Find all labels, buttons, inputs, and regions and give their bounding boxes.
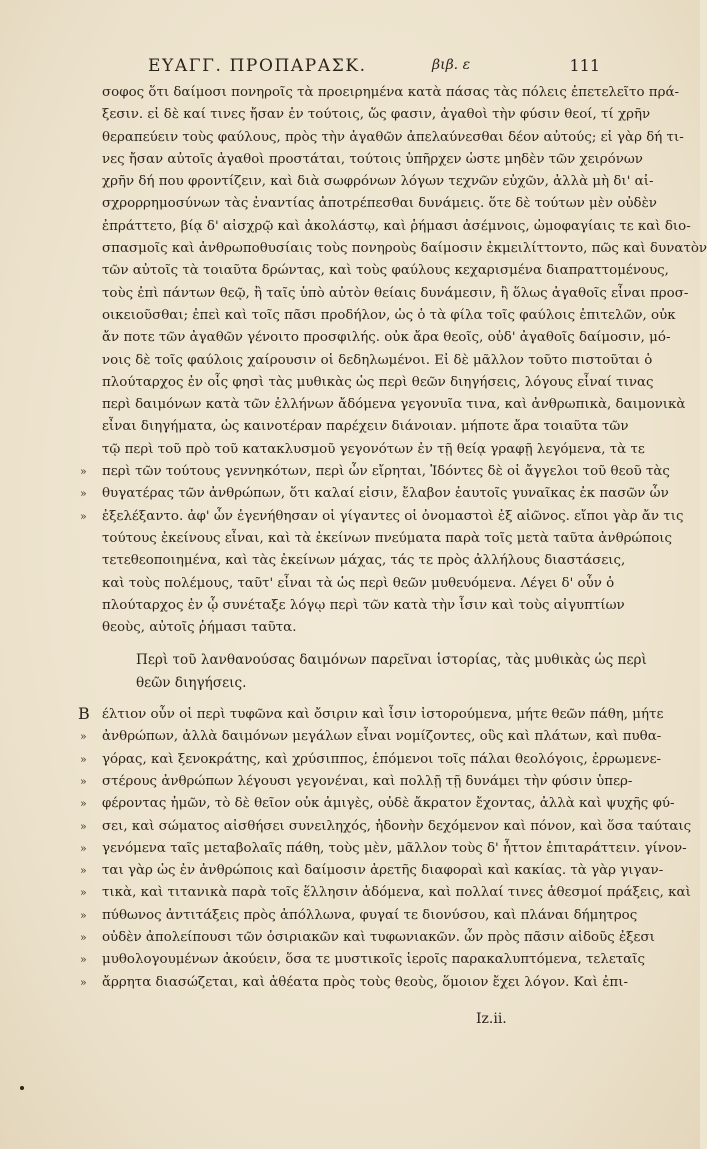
line-text: τῶν αὐτοῖς τὰ τοιαῦτα δρώντας, καὶ τοὺς φαύλους κεχαρισμένα διαπραττομένους,	[102, 263, 669, 279]
text-line	[102, 127, 684, 149]
text-line	[80, 771, 633, 793]
quotation-marker: »	[80, 953, 87, 967]
quotation-marker: »	[80, 487, 87, 501]
line-text: καὶ τοὺς πολέμους, ταῦτ' εἶναι τὰ ὡς περὶ θεῶν μυθευόμενα. Λέγει δ' οὖν ὁ	[102, 575, 615, 591]
initial-letter: Β	[78, 704, 90, 724]
page-number: 111	[569, 56, 600, 75]
line-text: θεραπεύειν τοὺς φαύλους, πρὸς τὴν ἀγαθῶν ἀπελαύνεσθαι δέον αὐτούς; εἰ γὰρ δή τι-	[102, 129, 684, 145]
text-line	[102, 550, 626, 572]
quotation-marker: »	[80, 841, 87, 855]
quotation-marker: »	[80, 886, 87, 900]
line-text: θεοὺς, αὐτοῖς ῥήμασι ταῦτα.	[102, 620, 297, 636]
text-line	[102, 372, 654, 394]
quotation-marker: »	[80, 908, 87, 922]
line-text: ἀνθρώπων, ἀλλὰ δαιμόνων μεγάλων εἶναι νομίζοντες, οὓς καὶ πλάτων, καὶ πυθα-	[102, 729, 662, 745]
text-line	[102, 149, 643, 171]
quotation-marker: »	[80, 730, 87, 744]
text-line	[80, 860, 664, 882]
signature-mark: Iz.ii.	[476, 1011, 507, 1027]
text-line	[80, 726, 662, 748]
line-text: περὶ τῶν τούτους γεννηκότων, περὶ ὧν εἴρηται, Ἰδόντες δὲ οἱ ἄγγελοι τοῦ θεοῦ τὰς	[102, 464, 670, 480]
line-text: τικὰ, καὶ τιτανικὰ παρὰ τοῖς ἕλλησιν ἀδόμενα, καὶ πολλαί τινες ἀθεσμοί πράξεις, καὶ	[102, 885, 691, 901]
quotation-marker: »	[80, 774, 87, 788]
text-line	[80, 972, 628, 994]
section-heading	[102, 649, 647, 694]
line-text: οικειοῦσθαι; ἐπεὶ καὶ τοῖς πᾶσι προδήλον, ὡς ὁ τὰ φίλα τοῖς φαύλοις ἐπιτελῶν, οὐκ	[102, 307, 676, 323]
text-line	[102, 394, 686, 416]
text-line	[80, 905, 638, 927]
quotation-marker: »	[80, 930, 87, 944]
text-line	[102, 260, 669, 282]
ink-dot	[20, 1086, 24, 1090]
line-text: οὐδὲν ἀπολείπουσι τῶν ὀσιριακῶν καὶ τυφωνιακῶν. ὧν πρὸς πᾶσιν αἰδοῦς ἐξεσι	[102, 929, 655, 945]
line-text: περὶ δαιμόνων κατὰ τῶν ἑλλήνων ἄδόμενα γεγονυῖα τινα, καὶ ἀνθρωπικὰ, δαιμονικὰ	[102, 397, 686, 413]
running-head	[130, 56, 600, 78]
text-line	[102, 573, 615, 595]
text-line	[78, 704, 664, 726]
line-text: φέροντας ἡμῶν, τὸ δὲ θεῖον οὐκ ἀμιγὲς, οὐδὲ ἄκρατον ἔχοντας, ἀλλὰ καὶ ψυχῆς φύ-	[102, 796, 675, 812]
text-line	[102, 238, 707, 260]
line-text: ται γὰρ ὡς ἐν ἀνθρώποις καὶ δαίμοσιν ἀρετῆς διαφοραὶ καὶ κακίας. τὰ γὰρ γιγαν-	[102, 863, 664, 879]
line-text: πλούταρχος ἐν ᾧ συνέταξε λόγῳ περὶ τῶν κατὰ τὴν ἶσιν καὶ τοὺς αἰγυπτίων	[102, 597, 625, 613]
text-line	[80, 461, 670, 483]
text-line	[80, 483, 669, 505]
line-text: γόρας, καὶ ξενοκράτης, καὶ χρύσιππος, ἑπόμενοι τοῖς πάλαι θεολόγοις, ἐρρωμενε-	[102, 751, 662, 767]
text-line	[102, 528, 673, 550]
quotation-marker: »	[80, 819, 87, 833]
line-text: πύθωνος ἀντιτάξεις πρὸς ἀπόλλωνα, φυγαί τε διονύσου, καὶ πλάναι δήμητρος	[102, 907, 638, 923]
line-text: νες ἤσαν αὐτοῖς ἀγαθοὶ προστάται, τούτοις ὑπῆρχεν ὡστε μηδὲν τῶν χειρόνων	[102, 151, 643, 167]
line-text: τετεθεοποιημένα, καὶ τὰς ἐκείνων μάχας, τάς τε πρὸς ἀλλήλους διαστάσεις,	[102, 553, 626, 569]
line-text: ξεσιν. εἰ δὲ καί τινες ἤσαν ἐν τούτοις, ὥς φασιν, ἀγαθοὶ τὴν φύσιν θεοί, τί χρῆν	[102, 107, 651, 123]
text-line	[102, 439, 645, 461]
line-text: τῷ περὶ τοῦ πρὸ τοῦ κατακλυσμοῦ γεγονότων ἐν τῇ θείᾳ γραφῇ λεγόμενα, τὰ τε	[102, 441, 645, 457]
text-line	[102, 82, 680, 104]
text-line	[80, 506, 684, 528]
line-text: ἄν ποτε τῶν ἀγαθῶν γένοιτο προσφιλής. οὐκ ἄρα θεοῖς, οὐδ' ἀγαθοῖς δαίμοσιν, μό-	[102, 330, 671, 346]
line-text: νοις δὲ τοῖς φαύλοις χαίρουσιν οἱ δεδηλωμένοι. Εἰ δὲ μᾶλλον τοῦτο πιστοῦται ὁ	[102, 352, 653, 368]
line-text: πλούταρχος ἐν οἷς φησὶ τὰς μυθικὰς ὡς περὶ θεῶν διηγήσεις, λόγους εἶναί τινας	[102, 374, 654, 390]
running-head-title: ΕΥΑΓΓ. ΠΡΟΠΑΡΑΣΚ.	[148, 56, 367, 76]
text-line	[80, 793, 675, 815]
text-line	[80, 816, 692, 838]
text-line	[102, 617, 602, 639]
line-text: Περὶ τοῦ λανθανούσας δαιμόνων παρεῖναι ἱστορίας, τὰς μυθικὰς ὡς περὶ	[136, 652, 647, 669]
quotation-marker: »	[80, 465, 87, 479]
line-text: χρῆν δή που φροντίζειν, καὶ διὰ σωφρόνων λόγων τεχνῶν εὐχῶν, ἀλλὰ μὴ δι' αἰ-	[102, 174, 654, 190]
text-line	[102, 350, 653, 372]
text-line	[80, 749, 662, 771]
text-line	[136, 649, 647, 671]
line-text: θυγατέρας τῶν ἀνθρώπων, ὅτι καλαί εἰσιν, ἔλαβον ἑαυτοῖς γυναῖκας ἐκ πασῶν ὧν	[102, 486, 669, 502]
text-line	[102, 171, 654, 193]
text-line	[102, 216, 691, 238]
text-line	[102, 104, 651, 126]
book-number: βιβ. ε	[432, 57, 471, 73]
line-text: σει, καὶ σώματος αἰσθήσει συνειληχός, ἡδονὴν δεχόμενον καὶ πόνον, καὶ ὅσα ταύταις	[102, 818, 692, 834]
line-text: σπασμοῖς καὶ ἀνθρωποθυσίαις τοὺς πονηροὺς δαίμοσιν ἐκμειλίττοντο, πῶς καὶ δυνατὸν	[102, 241, 707, 257]
text-line	[102, 416, 629, 438]
text-line	[102, 193, 657, 215]
line-text: ἄρρητα διασώζεται, καὶ ἀθέατα πρὸς τοὺς θεοὺς, ὅμοιον ἔχει λόγον. Καὶ ἐπι-	[102, 974, 628, 990]
paragraph-1	[80, 82, 707, 639]
quotation-marker: »	[80, 975, 87, 989]
line-text: στέρους ἀνθρώπων λέγουσι γεγονέναι, καὶ πολλῇ τῇ δυνάμει τὴν φύσιν ὑπερ-	[102, 773, 633, 789]
line-text: θεῶν διηγήσεις.	[136, 674, 247, 691]
text-line	[80, 882, 691, 904]
text-line	[80, 838, 687, 860]
quotation-marker: »	[80, 797, 87, 811]
text-line	[102, 305, 676, 327]
text-line	[102, 283, 689, 305]
body-text	[78, 82, 707, 994]
line-text: τούτους ἐκείνους εἶναι, καὶ τὰ ἐκείνων πνεύματα παρὰ τοῖς μετὰ ταῦτα ἀνθρώποις	[102, 530, 673, 546]
paragraph-2	[78, 704, 692, 994]
line-text: σχρορρημοσύνων τὰς ἐναντίας ἀποτρέπεσθαι δυνάμεις. ὅτε δὲ τούτων μὲν οὐδὲν	[102, 196, 657, 212]
quotation-marker: »	[80, 752, 87, 766]
text-line	[80, 949, 645, 971]
quotation-marker: »	[80, 864, 87, 878]
text-line	[136, 672, 602, 694]
line-text: μυθολογουμένων ἀκούειν, ὅσα τε μυστικοῖς ἱεροῖς παρακαλυπτόμενα, τελεταῖς	[102, 952, 645, 968]
line-text: ἐπράττετο, βίᾳ δ' αἰσχρῷ καὶ ἀκολάστῳ, καὶ ῥήμασι ἀσέμνοις, ὠμοφαγίαις τε καὶ διο-	[102, 218, 691, 234]
text-line	[80, 927, 655, 949]
text-line	[102, 327, 671, 349]
line-text: έλτιον οὖν οἱ περὶ τυφῶνα καὶ ὄσιριν καὶ ἶσιν ἱστορούμενα, μήτε θεῶν πάθη, μήτε	[102, 707, 664, 723]
line-text: εἶναι διηγήματα, ὡς καινοτέραν παρέχειν διάνοιαν. μήποτε ἄρα τοιαῦτα τῶν	[102, 419, 629, 435]
line-text: γενόμενα ταῖς μεταβολαῖς πάθη, τοὺς μὲν, μᾶλλον τοὺς δ' ἧττον ἐπιταράττειν. γίνον-	[102, 840, 687, 856]
quotation-marker: »	[80, 509, 87, 523]
line-text: ἐξελέξαντο. ἀφ' ὧν ἐγενήθησαν οἱ γίγαντες οἱ ὀνομαστοὶ ἐξ αἰῶνος. εἴποι γὰρ ἄν τις	[102, 508, 684, 524]
line-text: σοφος ὅτι δαίμοσι πονηροῖς τὰ προειρημένα κατὰ πάσας τὰς πόλεις ἐπετελεῖτο πρά-	[102, 85, 680, 100]
text-line	[102, 595, 625, 617]
line-text: τοὺς ἐπὶ πάντων θεῷ, ἢ ταῖς ὑπὸ αὐτὸν θείαις δυνάμεσιν, ἢ ὅλως ἀγαθοῖς εἶναι προσ-	[102, 285, 689, 301]
